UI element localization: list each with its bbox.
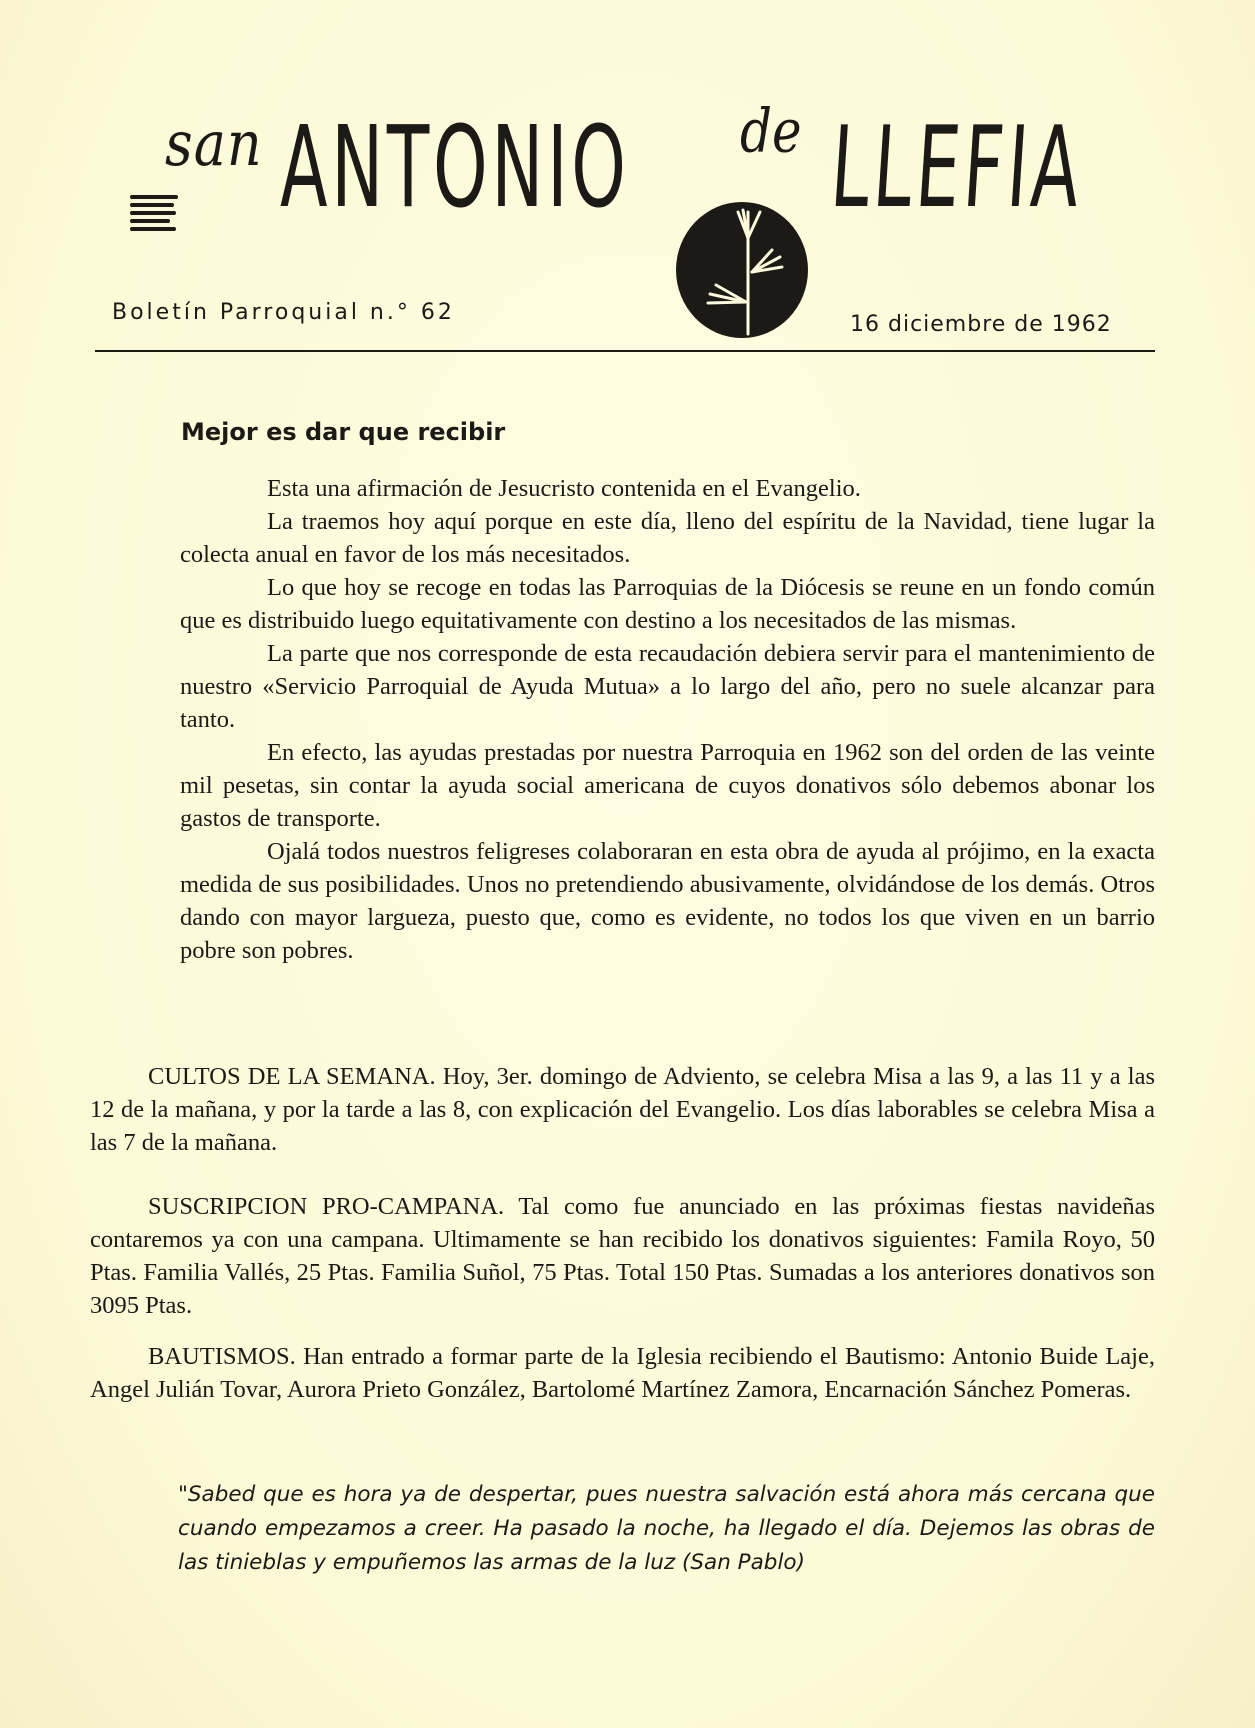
header-rule bbox=[95, 350, 1155, 352]
section-bautismos bbox=[90, 1340, 1155, 1406]
masthead-de: de bbox=[740, 96, 802, 166]
issue-date: 16 diciembre de 1962 bbox=[850, 312, 1112, 337]
article-paragraph: Ojalá todos nuestros feligreses colaboraran en esta obra de ayuda al prójimo, en la exacta medida de sus posibilidades. Unos no pretendiendo abusivamente, olvidándose de los demás. Otros dando con mayor largueza, puesto que, como es evidente, no todos los que viven en un barrio pobre son pobres. bbox=[180, 838, 1155, 964]
tree-branch-circle-icon bbox=[672, 200, 812, 340]
article-heading: Mejor es dar que recibir bbox=[181, 418, 506, 446]
article-paragraph: En efecto, las ayudas prestadas por nuestra Parroquia en 1962 son del orden de las veinte mil pesetas, sin contar la ayuda social americana de cuyos donativos sólo debemos abonar los gastos de transporte. bbox=[180, 739, 1155, 832]
article-paragraph: La parte que nos corresponde de esta recaudación debiera servir para el mantenimiento de nuestro «Servicio Parroquial de Ayuda Mutua» a lo largo del año, pero no suele alcanzar para tanto. bbox=[180, 640, 1155, 733]
closing-quote: "Sabed que es hora ya de despertar, pues nuestra salvación está ahora más cercana que cuando empezamos a creer. Ha pasado la noche, ha llegado el día. Dejemos las obras de las tinieblas y empuñemos las armas de la luz (San Pablo) bbox=[178, 1482, 1155, 1575]
section-suscripcion bbox=[90, 1190, 1155, 1322]
hatch-lines-icon bbox=[130, 195, 180, 245]
bulletin-number: Boletín Parroquial n.° 62 bbox=[112, 300, 455, 325]
article-paragraph: La traemos hoy aquí porque en este día, lleno del espíritu de la Navidad, tiene lugar la colecta anual en favor de los más necesitados. bbox=[180, 508, 1155, 568]
article-body bbox=[180, 472, 1155, 967]
section-cultos bbox=[90, 1060, 1155, 1159]
cultos-text: CULTOS DE LA SEMANA. Hoy, 3er. domingo de Adviento, se celebra Misa a las 9, a las 11 y a las 12 de la mañana, y por la tarde a las 8, con explicación del Evangelio. Los días laborables se celebra Misa a las 7 de la mañana. bbox=[90, 1063, 1155, 1156]
suscripcion-text: SUSCRIPCION PRO-CAMPANA. Tal como fue anunciado en las próximas fiestas navideñas contaremos ya con una campana. Ultimamente se han recibido los donativos siguientes: Famila Royo, 50 Ptas. Familia Vallés, 25 Ptas. Familia Suñol, 75 Ptas. Total 150 Ptas. Sumadas a los anteriores donativos son 3095 Ptas. bbox=[90, 1193, 1155, 1319]
masthead-antonio: ANTONIO bbox=[280, 103, 630, 233]
bautismos-text: BAUTISMOS. Han entrado a formar parte de la Iglesia recibiendo el Bautismo: Antonio Buide Laje, Angel Julián Tovar, Aurora Prieto González, Bartolomé Martínez Zamora, Encarnación Sánchez Pomeras. bbox=[90, 1343, 1155, 1403]
masthead-san: san bbox=[165, 107, 263, 180]
masthead-llefia: LLEFIA bbox=[827, 103, 1088, 233]
article-paragraph: Esta una afirmación de Jesucristo contenida en el Evangelio. bbox=[267, 475, 861, 502]
article-paragraph: Lo que hoy se recoge en todas las Parroquias de la Diócesis se reune en un fondo común que es distribuido luego equitativamente con destino a los necesitados de las mismas. bbox=[180, 574, 1155, 634]
